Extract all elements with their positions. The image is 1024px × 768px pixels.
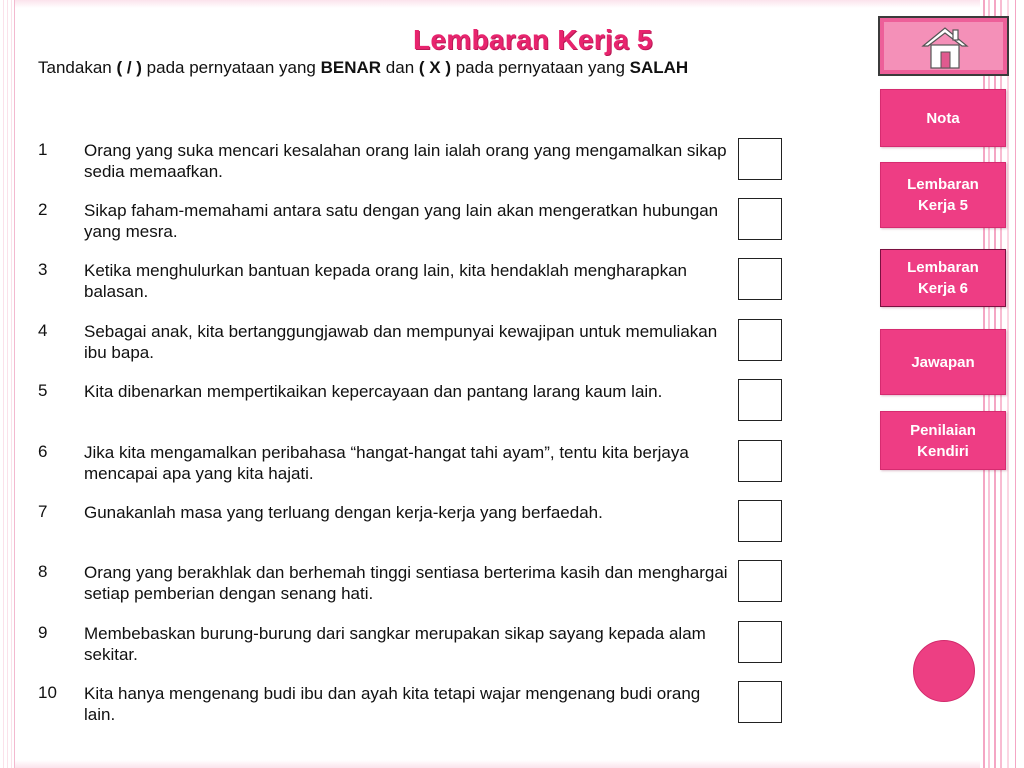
nav-button-label: Nota — [926, 109, 960, 127]
nav-lembaran-kerja-5-button[interactable] — [880, 162, 1006, 228]
instruction-part: pada pernyataan yang — [450, 58, 630, 77]
question-number: 6 — [38, 442, 48, 461]
answer-box[interactable] — [738, 319, 782, 361]
question-number: 8 — [38, 562, 48, 581]
instruction-part: pada pernyataan yang — [141, 58, 321, 77]
page-title: Lembaran Kerja 5 — [413, 24, 653, 55]
question-number: 9 — [38, 623, 48, 642]
question-item — [0, 321, 800, 381]
slide-frame-bottom — [0, 760, 1024, 768]
pink-circle-button[interactable] — [913, 640, 975, 702]
home-button[interactable] — [878, 16, 1009, 76]
question-number: 7 — [38, 502, 48, 521]
question-text: Orang yang suka mencari kesalahan orang lain ialah orang yang mengamalkan sikap sedia memaafkan. — [84, 141, 727, 181]
question-text: Orang yang berakhlak dan berhemah tinggi sentiasa berterima kasih dan menghargai setiap pemberian dengan senang hati. — [84, 563, 728, 603]
question-text: Sebagai anak, kita bertanggungjawab dan mempunyai kewajipan untuk memuliakan ibu bapa. — [84, 322, 718, 362]
question-text: Sikap faham-memahami antara satu dengan yang lain akan mengeratkan hubungan yang mesra. — [84, 201, 719, 241]
question-text: Gunakanlah masa yang terluang dengan kerja-kerja yang berfaedah. — [84, 503, 603, 522]
question-number: 4 — [38, 321, 48, 340]
question-number: 3 — [38, 260, 48, 279]
answer-box[interactable] — [738, 681, 782, 723]
question-number: 10 — [38, 683, 57, 702]
answer-box[interactable] — [738, 138, 782, 180]
question-item — [0, 502, 800, 562]
instruction-false-word: SALAH — [629, 58, 689, 77]
nav-button-label: Penilaian Kendiri — [910, 421, 976, 460]
question-item — [0, 140, 800, 200]
answer-box[interactable] — [738, 198, 782, 240]
instruction-true-word: BENAR — [320, 58, 382, 77]
answer-box[interactable] — [738, 258, 782, 300]
question-text: Membebaskan burung-burung dari sangkar merupakan sikap sayang kepada alam sekitar. — [84, 624, 706, 664]
question-number: 1 — [38, 140, 48, 159]
question-item — [0, 442, 800, 502]
question-item — [0, 623, 800, 683]
instruction-part: Tandakan — [38, 58, 117, 77]
instruction-part: dan — [381, 58, 419, 77]
nav-jawapan-button[interactable] — [880, 329, 1006, 395]
answer-box[interactable] — [738, 440, 782, 482]
answer-box[interactable] — [738, 379, 782, 421]
nav-button-label: Lembaran Kerja 5 — [907, 176, 979, 214]
question-text: Jika kita mengamalkan peribahasa “hangat-hangat tahi ayam”, tentu kita berjaya mencapai apa yang kita hajati. — [84, 443, 689, 483]
instruction-cross-mark: ( X ) — [418, 58, 451, 77]
house-icon — [920, 24, 970, 72]
question-item — [0, 683, 800, 743]
question-number: 2 — [38, 200, 48, 219]
answer-box[interactable] — [738, 621, 782, 663]
answer-box[interactable] — [738, 500, 782, 542]
nav-button-label: Jawapan — [911, 353, 975, 371]
question-item — [0, 381, 800, 441]
nav-penilaian-kendiri-button[interactable] — [880, 411, 1006, 470]
question-item — [0, 200, 800, 260]
slide-frame-top — [0, 0, 1024, 8]
question-text: Ketika menghulurkan bantuan kepada orang lain, kita hendaklah mengharapkan balasan. — [84, 261, 687, 301]
nav-lembaran-kerja-6-button[interactable] — [880, 249, 1006, 307]
answer-box[interactable] — [738, 560, 782, 602]
question-number: 5 — [38, 381, 48, 400]
question-item — [0, 260, 800, 320]
question-text: Kita dibenarkan mempertikaikan kepercayaan dan pantang larang kaum lain. — [84, 382, 663, 401]
instruction-tick-mark: ( / ) — [116, 58, 142, 77]
nav-nota-button[interactable] — [880, 89, 1006, 147]
question-text: Kita hanya mengenang budi ibu dan ayah kita tetapi wajar mengenang budi orang lain. — [84, 684, 701, 724]
nav-button-label: Lembaran Kerja 6 — [907, 259, 979, 297]
question-item — [0, 562, 800, 622]
instruction-text — [38, 58, 688, 78]
